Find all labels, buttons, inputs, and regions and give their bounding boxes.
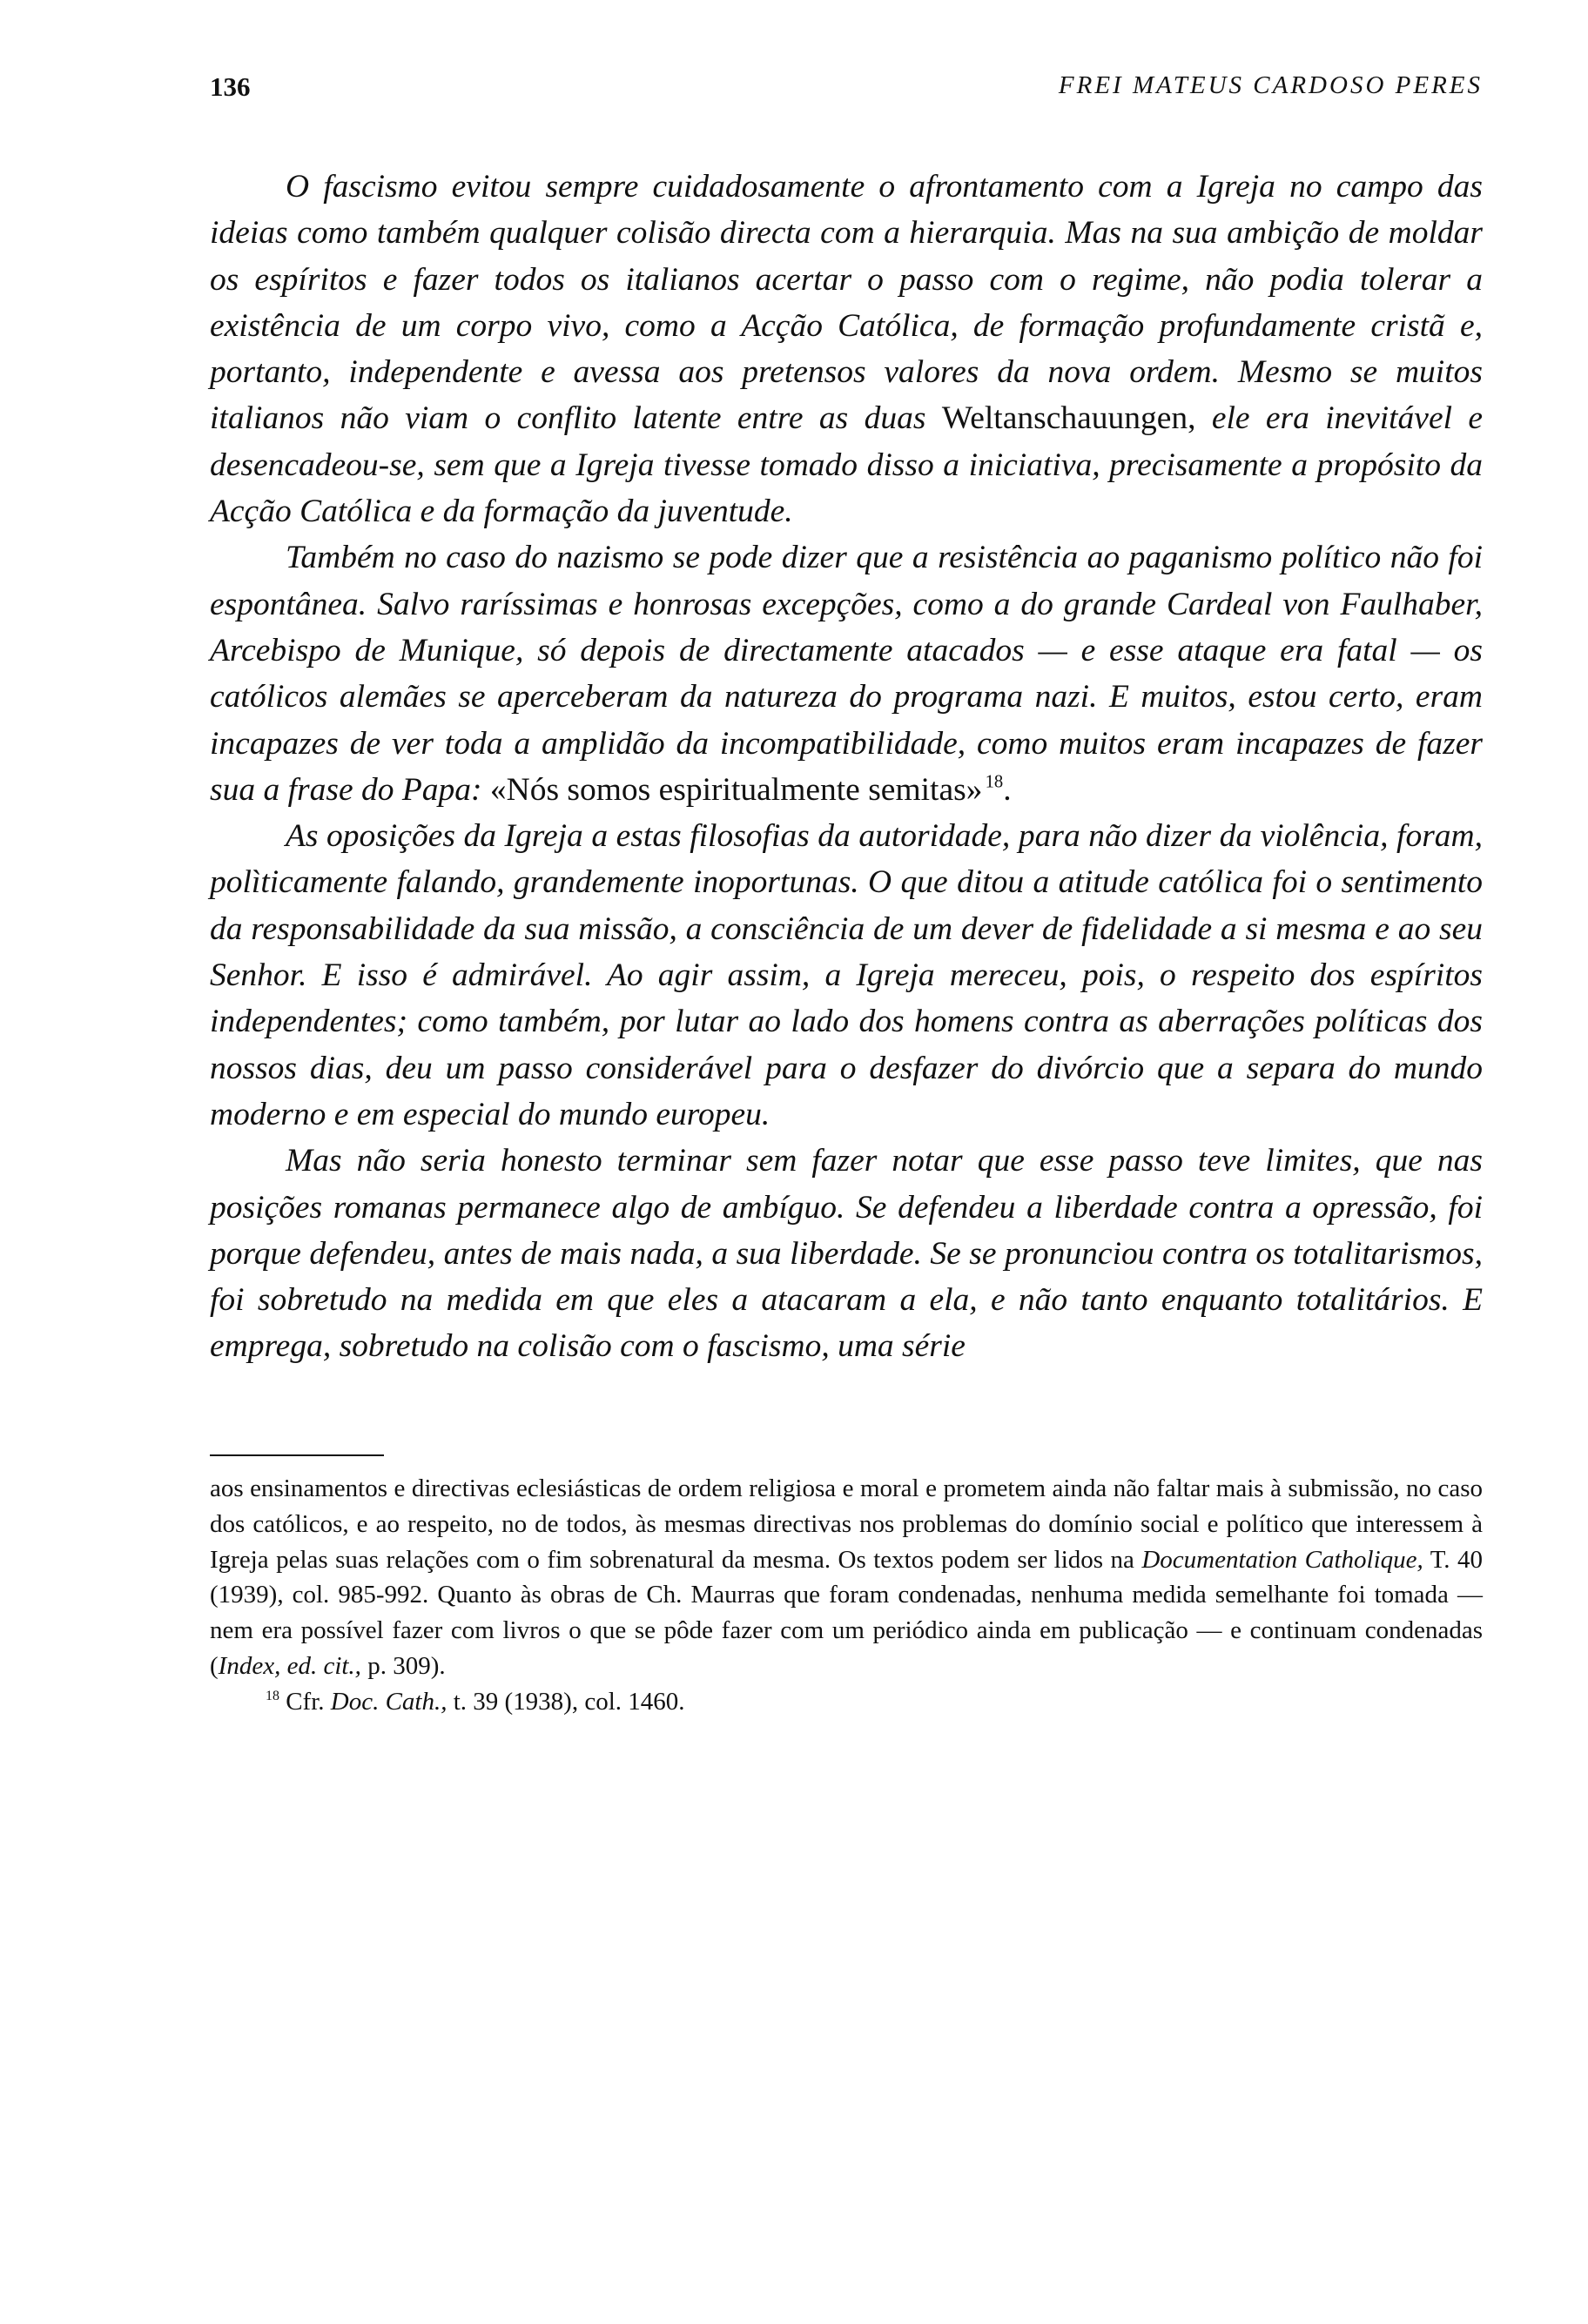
footnote-text: aos ensinamentos e directivas eclesiásticas de ordem religiosa e moral e prometem ainda não faltar mais à submissão, no caso dos católicos, e ao respeito, no de todos, às mesmas directivas nos problemas do domínio social e político que interessem à Igreja pelas suas relações com o fim sobrenatural da mesma. Os textos podem ser lidos na [210, 1474, 1483, 1574]
footnote-separator [210, 1454, 384, 1456]
footnote-text: Cfr. [279, 1687, 331, 1716]
main-text [210, 164, 1483, 1370]
pope-quote: «Nós somos espiritualmente semitas» [489, 771, 983, 808]
paragraph-4: Mas não seria honesto terminar sem fazer notar que esse passo teve limites, que nas posições romanas permanece algo de ambíguo. Se defendeu a liberdade contra a opressão, foi porque defendeu, antes de mais nada, a sua liberdade. Se se pronunciou contra os totalitarismos, foi sobretudo na medida em que eles a atacaram a ela, e não tanto enquanto totalitários. E emprega, sobretudo na colisão com o fascismo, uma série [210, 1143, 1483, 1365]
footnote-text: t. 39 (1938), col. 1460. [447, 1687, 685, 1716]
footnote-18 [210, 1684, 1483, 1720]
footnote-text: T. 40 (1939), col. 985-992. Quanto às obras de Ch. Maurras que foram condenadas, nenhuma medida semelhante foi tomada — nem era possível fazer com livros o que se pôde fazer com um periódico ainda em publicação — e continuam condenadas ( [210, 1545, 1483, 1680]
cited-title: Documentation Catholique, [1141, 1545, 1423, 1574]
paragraph-1-text-b: ele era inevitável e desencadeou-se, sem que a Igreja tivesse tomado disso a iniciativa, precisamente a propósito da Acção Católica e da formação da juventude. [210, 400, 1484, 530]
paragraph-1-text-a: O fascismo evitou sempre cuidadosamente o afrontamento com a Igreja no campo das ideias como também qualquer colisão directa com a hierarquia. Mas na sua ambição de moldar os espíritos e fazer todos os italianos acertar o passo com o regime, não podia tolerar a existência de um corpo vivo, como a Acção Católica, de formação profundamente cristã e, portanto, independente e avessa aos pretensos valores da nova ordem. Mesmo se muitos italianos não viam o conflito latente entre as duas [210, 169, 1483, 437]
running-title: FREI MATEUS CARDOSO PERES [1058, 71, 1483, 99]
foreign-term: Weltanschauungen, [941, 400, 1196, 437]
paragraph-3: As oposições da Igreja a estas filosofias da autoridade, para não dizer da violência, foram, polìticamente falando, grandemente inoportunas. O que ditou a atitude católica foi o sentimento da responsabilidade da sua missão, a consciência de um dever de fidelidade a si mesma e ao seu Senhor. E isso é admirável. Ao agir assim, a Igreja mereceu, pois, o respeito dos espíritos independentes; como também, por lutar ao lado dos homens contra as aberrações políticas dos nossos dias, deu um passo considerável para o desfazer do divórcio que a separa do mundo moderno e em especial do mundo europeu. [210, 818, 1483, 1132]
cited-title: Doc. Cath., [330, 1687, 447, 1716]
cited-title: Index, ed. cit., [218, 1651, 361, 1680]
footnote-text: p. 309). [360, 1651, 446, 1680]
footnote-17-continuation [210, 1471, 1483, 1684]
paragraph-2 [210, 534, 1483, 813]
footnote-ref-18[interactable]: 18 [985, 772, 1004, 792]
footnote-marker: 18 [266, 1688, 279, 1703]
page-number: 136 [210, 71, 251, 102]
period: . [1003, 771, 1012, 808]
running-header [210, 71, 1483, 106]
paragraph-2-text: Também no caso do nazismo se pode dizer que a resistência ao paganismo político não foi espontânea. Salvo raríssimas e honrosas excepções, como a do grande Cardeal von Faulhaber, Arcebispo de Munique, só depois de directamente atacados — e esse ataque era fatal — os católicos alemães se aperceberam da natureza do programa nazi. E muitos, estou certo, eram incapazes de ver toda a amplidão da incompatibilidade, como muitos eram incapazes de fazer sua a frase do Papa: [210, 540, 1483, 808]
footnotes [210, 1471, 1483, 1720]
paragraph-1 [210, 164, 1483, 534]
